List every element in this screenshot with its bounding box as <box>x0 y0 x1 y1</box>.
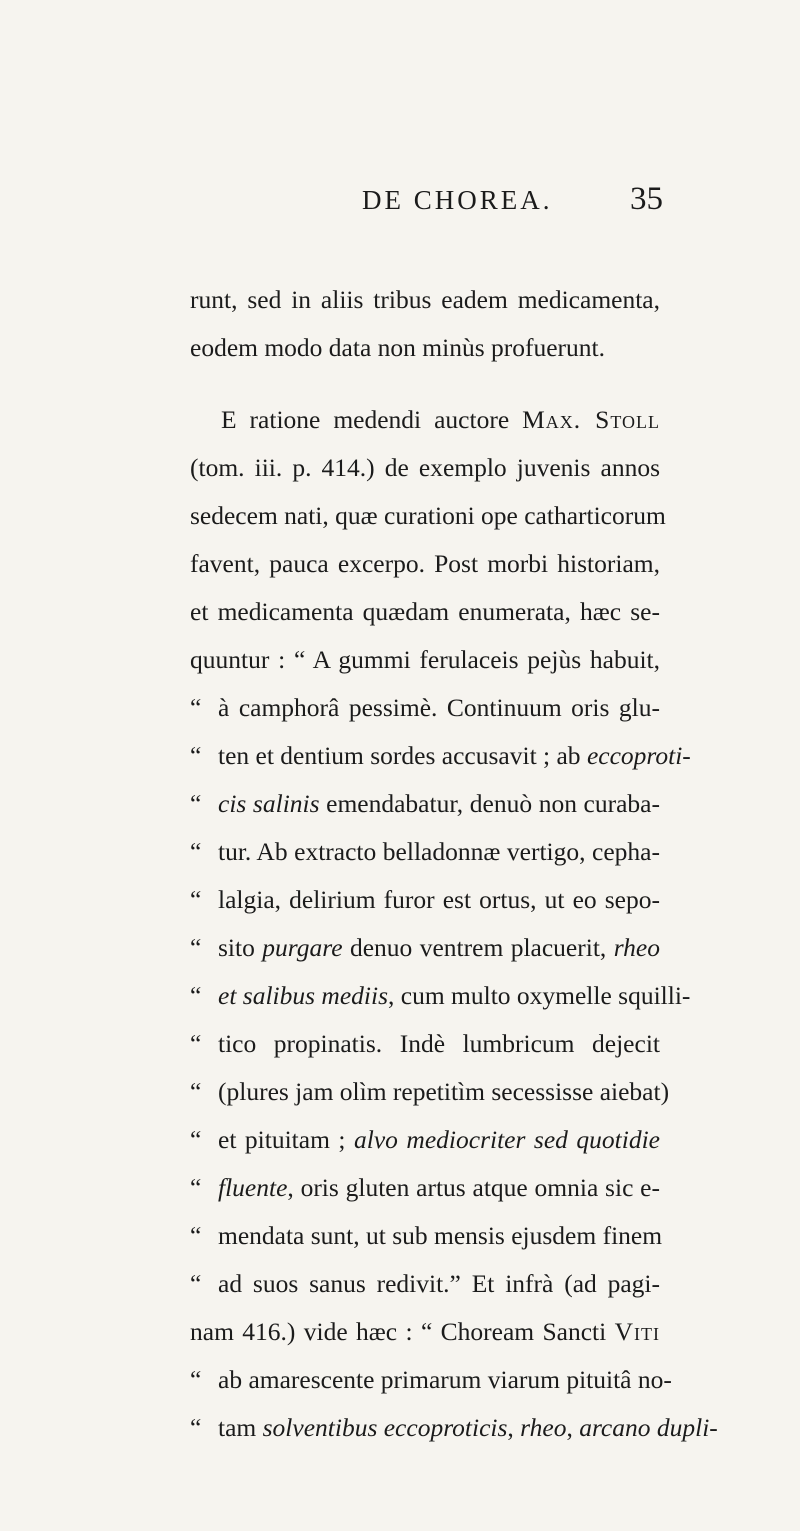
text-run: ten et dentium sordes accusavit ; ab <box>218 741 587 770</box>
page-number: 35 <box>630 181 663 217</box>
italic-text: purgare <box>262 933 343 962</box>
text-run: sito <box>218 933 263 962</box>
text-run: emendabatur, denuò non curaba- <box>319 789 660 818</box>
text-run: runt, sed in aliis tribus eadem medicamenta, <box>190 285 660 314</box>
text-run: , cum multo oxymelle squilli- <box>388 981 691 1010</box>
text-line <box>190 492 666 540</box>
text-line <box>190 1020 660 1068</box>
running-title: DE CHOREA. <box>362 185 553 215</box>
text-run: , <box>507 1413 521 1442</box>
text-run: (tom. iii. p. 414.) de exemplo juvenis annos <box>190 453 660 482</box>
text-line <box>190 588 660 636</box>
text-line <box>190 1260 660 1308</box>
quotation-mark: “ <box>190 1269 202 1298</box>
italic-text: cis salinis <box>218 789 320 818</box>
text-line <box>190 1356 672 1404</box>
text-run: nam 416.) vide hæc : “ Choream Sancti <box>190 1317 615 1346</box>
text-run: sedecem nati, quæ curationi ope catharticorum <box>190 501 666 530</box>
text-run: (plures jam olìm repetitìm secessisse aiebat) <box>218 1077 670 1106</box>
text-line <box>190 1212 663 1260</box>
text-line <box>190 1164 660 1212</box>
body-text <box>190 276 718 1452</box>
text-line <box>190 732 691 780</box>
quotation-mark: “ <box>190 741 202 770</box>
quotation-mark: “ <box>190 1029 202 1058</box>
text-run: denuo ventrem placuerit, <box>342 933 614 962</box>
text-run: quuntur : “ A gummi ferulaceis pejùs habuit, <box>190 645 660 674</box>
quotation-mark: “ <box>190 789 202 818</box>
quotation-mark: “ <box>190 693 202 722</box>
small-caps-name: Viti <box>614 1317 660 1346</box>
running-head <box>0 181 800 225</box>
text-run: ad suos sanus redivit.” Et infrà (ad pagi- <box>218 1269 660 1298</box>
text-line <box>190 444 660 492</box>
text-line <box>190 1068 670 1116</box>
quotation-mark: “ <box>190 1413 202 1442</box>
quotation-mark: “ <box>190 1365 202 1394</box>
text-line <box>190 1308 660 1356</box>
text-line <box>190 396 660 444</box>
text-run: favent, pauca excerpo. Post morbi historiam, <box>190 549 660 578</box>
italic-text: eccoproti- <box>586 741 691 770</box>
text-line <box>190 324 660 372</box>
text-run: à camphorâ pessimè. Continuum oris glu- <box>218 693 660 722</box>
italic-text: et salibus mediis <box>218 981 388 1010</box>
text-line <box>190 1404 718 1452</box>
text-line <box>190 636 660 684</box>
italic-text: solventibus eccoproticis <box>262 1413 508 1442</box>
text-line <box>190 876 660 924</box>
italic-text: alvo mediocriter sed quotidie <box>354 1125 660 1154</box>
text-run: tur. Ab extracto belladonnæ vertigo, cepha- <box>218 837 660 866</box>
quotation-mark: “ <box>190 1077 202 1106</box>
text-line <box>190 276 660 324</box>
italic-text: rheo <box>520 1413 567 1442</box>
quotation-mark: “ <box>190 1173 202 1202</box>
text-run: tico propinatis. Indè lumbricum dejecit <box>218 1029 660 1058</box>
text-run: lalgia, delirium furor est ortus, ut eo sepo- <box>218 885 660 914</box>
text-run: tam <box>218 1413 263 1442</box>
text-run: et medicamenta quædam enumerata, hæc se- <box>190 597 660 626</box>
italic-text: fluente <box>218 1173 288 1202</box>
text-line <box>190 972 691 1020</box>
text-line <box>190 540 660 588</box>
text-line <box>190 828 660 876</box>
quotation-mark: “ <box>190 933 202 962</box>
quotation-mark: “ <box>190 1221 202 1250</box>
text-run: , <box>566 1413 580 1442</box>
text-line <box>190 1116 660 1164</box>
text-run: , oris gluten artus atque omnia sic e- <box>287 1173 660 1202</box>
text-run: et pituitam ; <box>218 1125 355 1154</box>
italic-text: arcano dupli- <box>579 1413 718 1442</box>
quotation-mark: “ <box>190 885 202 914</box>
text-run: ab amarescente primarum viarum pituitâ no- <box>218 1365 672 1394</box>
text-run: E ratione medendi auctore <box>221 405 523 434</box>
text-run: eodem modo data non minùs profuerunt. <box>190 333 605 362</box>
quotation-mark: “ <box>190 837 202 866</box>
quotation-mark: “ <box>190 1125 202 1154</box>
quotation-mark: “ <box>190 981 202 1010</box>
small-caps-name: Max. Stoll <box>522 405 660 434</box>
text-line <box>190 780 660 828</box>
text-line <box>190 924 660 972</box>
paragraph-gap <box>190 372 660 396</box>
text-line <box>190 684 660 732</box>
italic-text: rheo <box>613 933 660 962</box>
text-run: mendata sunt, ut sub mensis ejusdem finem <box>218 1221 663 1250</box>
